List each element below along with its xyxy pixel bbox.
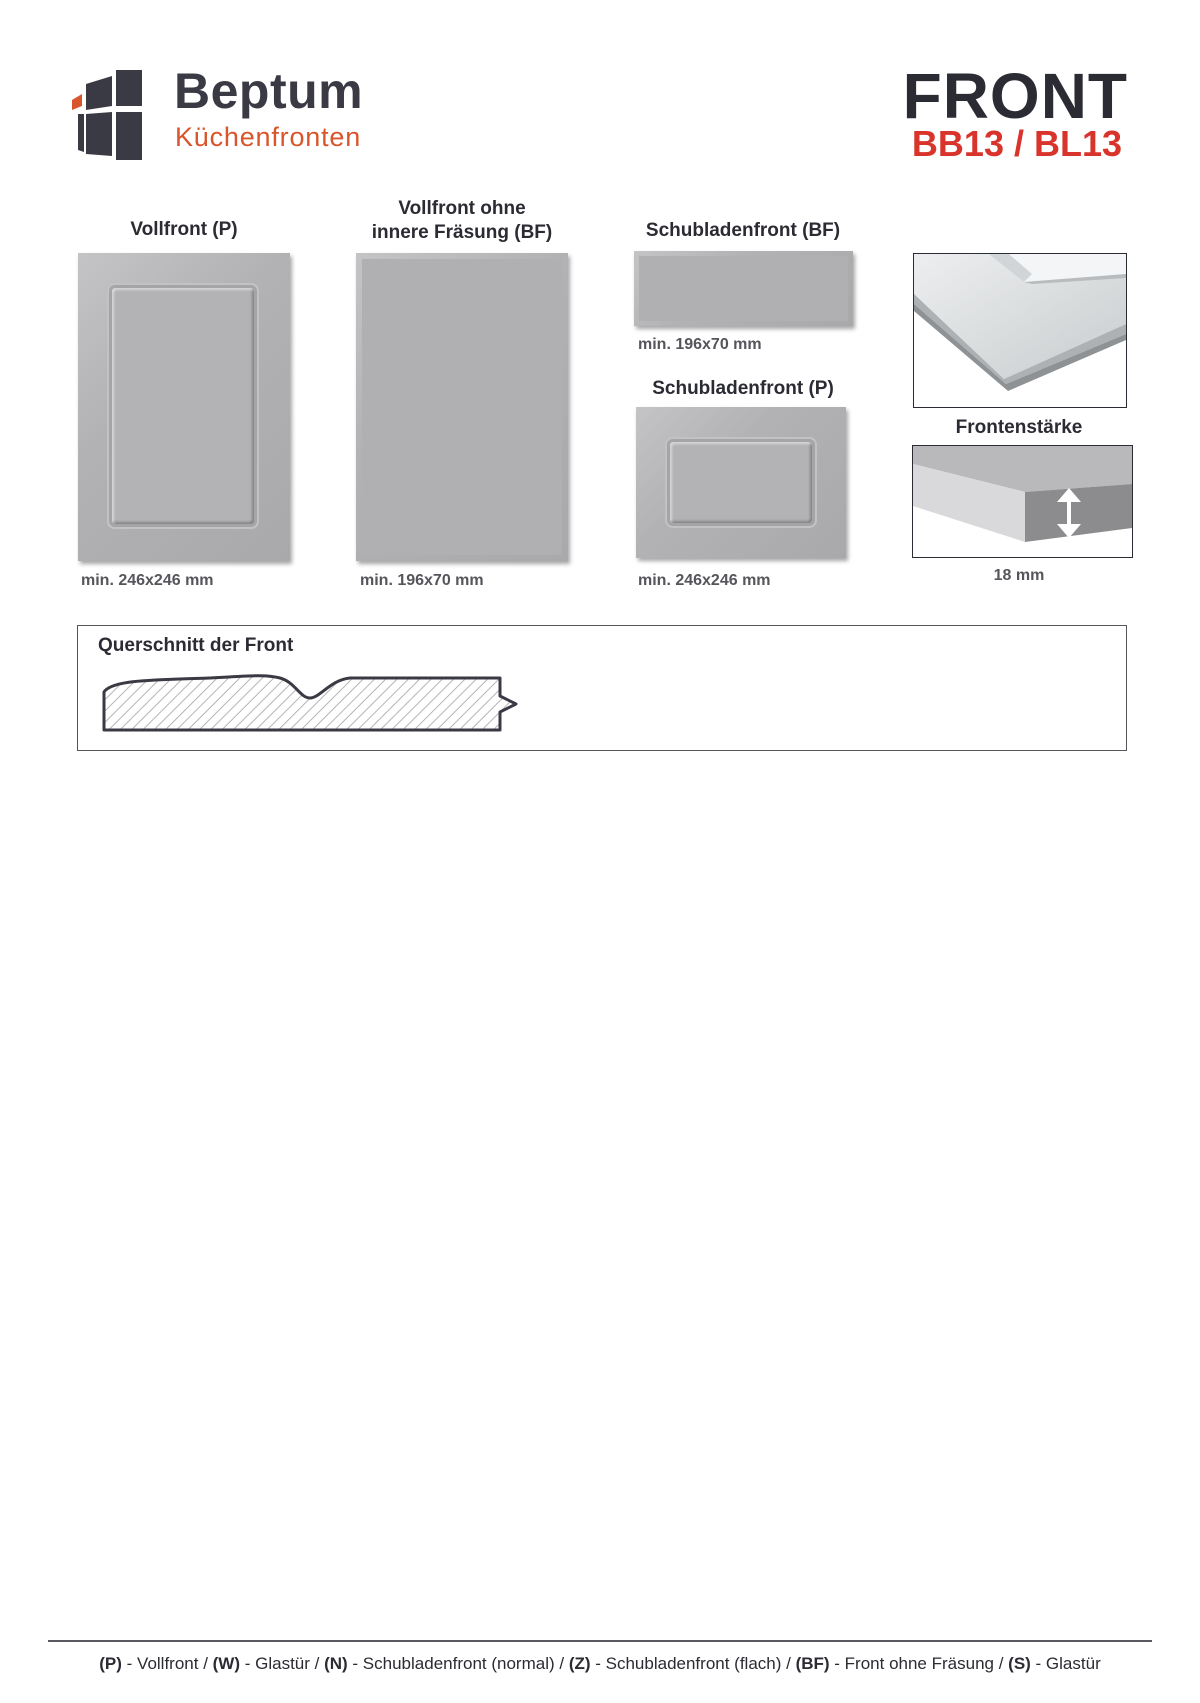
schublade-p-inner-panel	[670, 442, 812, 523]
vollfront-bf-face	[362, 259, 562, 555]
vollfront-bf-min-size: min. 196x70 mm	[360, 572, 484, 589]
legend-code-p: (P)	[99, 1654, 122, 1673]
legend-code-n: (N)	[324, 1654, 348, 1673]
schublade-bf-panel	[634, 251, 853, 326]
schublade-p-title: Schubladenfront (P)	[652, 378, 834, 399]
thickness-value: 18 mm	[993, 567, 1045, 584]
vollfront-title: Vollfront (P)	[130, 219, 238, 240]
schublade-bf-min-size: min. 196x70 mm	[638, 336, 762, 353]
footer-divider	[48, 1640, 1152, 1642]
schublade-p-min-size: min. 246x246 mm	[638, 572, 771, 589]
legend-code-s: (S)	[1008, 1654, 1031, 1673]
legend-label-p: - Vollfront /	[121, 1654, 213, 1673]
legend-label-n: - Schubladenfront (normal) /	[347, 1654, 569, 1673]
thickness-title: Frontenstärke	[955, 417, 1083, 438]
schublade-p-panel	[636, 407, 846, 558]
corner-detail-image	[913, 253, 1127, 408]
legend-code-w: (W)	[212, 1654, 241, 1673]
cross-section-profile-icon	[100, 670, 524, 734]
vollfront-bf-panel	[356, 253, 568, 561]
legend-code-z: (Z)	[568, 1654, 591, 1673]
brand-subtitle: Küchenfronten	[175, 122, 362, 152]
legend-label-bf: - Front ohne Fräsung /	[829, 1654, 1009, 1673]
front-code: BB13 / BL13	[911, 123, 1122, 164]
thickness-illustration	[913, 446, 1132, 557]
legend-code-bf: (BF)	[795, 1654, 830, 1673]
vollfront-bf-title-line2: innere Fräsung (BF)	[371, 222, 553, 243]
vollfront-min-size: min. 246x246 mm	[81, 572, 214, 589]
beptum-logo-icon	[72, 70, 158, 160]
cross-section-title: Querschnitt der Front	[98, 635, 294, 656]
footer-legend	[48, 1654, 1152, 1674]
corner-detail-illustration	[914, 254, 1126, 407]
vollfront-panel	[78, 253, 290, 561]
page-title: FRONT	[902, 60, 1128, 132]
brand-name: Beptum	[174, 63, 364, 119]
legend-label-w: - Glastür /	[240, 1654, 325, 1673]
thickness-image	[912, 445, 1133, 558]
legend-label-s: - Glastür	[1030, 1654, 1101, 1673]
vollfront-bf-title-line1: Vollfront ohne	[398, 198, 526, 219]
schublade-bf-title: Schubladenfront (BF)	[645, 220, 841, 241]
legend-label-z: - Schubladenfront (flach) /	[590, 1654, 796, 1673]
schublade-bf-face	[639, 256, 848, 321]
vollfront-inner-panel	[112, 288, 254, 524]
